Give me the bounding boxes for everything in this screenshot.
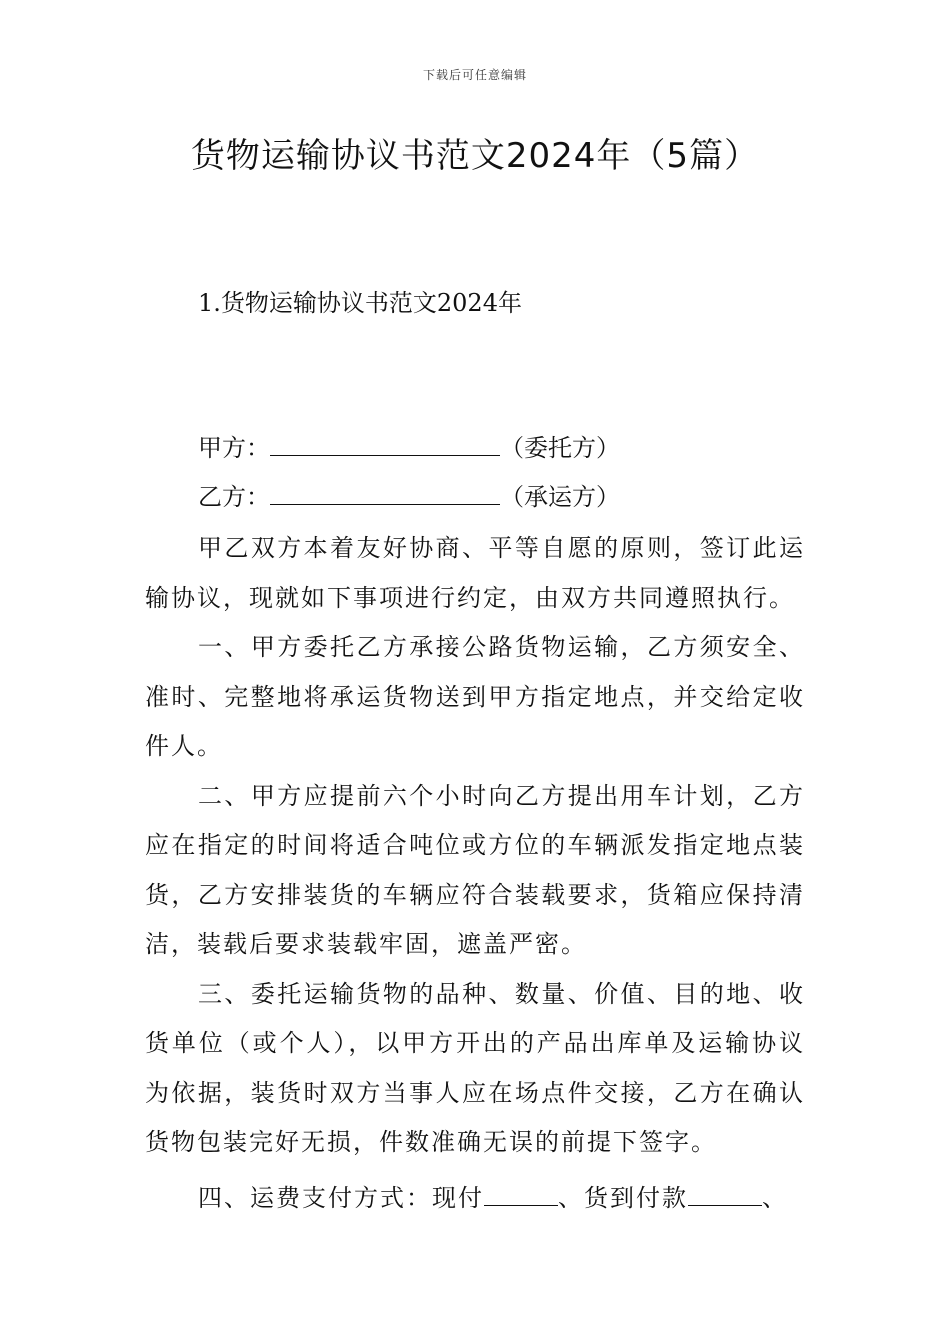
party-b-role: （承运方） (500, 483, 620, 511)
paragraph-clause-3: 三、委托运输货物的品种、数量、价值、目的地、收货单位（或个人），以甲方开出的产品出库单及运输协议为依据，装货时双方当事人应在场点件交接，乙方在确认货物包装完好无损，件数准确无误的前提下签字。 (145, 979, 805, 1156)
party-b-label: 乙方： (198, 483, 270, 511)
payment-suffix: 、 (762, 1183, 788, 1212)
header-note: 下载后可任意编辑 (422, 68, 527, 82)
paragraph-clause-4 (145, 1174, 805, 1224)
payment-middle: 、货到付款 (558, 1183, 688, 1212)
party-a-line (198, 432, 620, 464)
party-a-role: （委托方） (500, 434, 620, 462)
section-heading: 1.货物运输协议书范文2024年 (198, 289, 522, 317)
payment-cod-blank (688, 1183, 762, 1206)
paragraph-clause-1: 一、甲方委托乙方承接公路货物运输，乙方须安全、准时、完整地将承运货物送到甲方指定地点，并交给定收件人。 (145, 633, 805, 760)
paragraph-clause-2: 二、甲方应提前六个小时向乙方提出用车计划，乙方应在指定的时间将适合吨位或方位的车辆派发指定地点装货，乙方安排装货的车辆应符合装载要求，货箱应保持清洁，装载后要求装载牢固，遮盖严密。 (145, 781, 805, 958)
body-text (145, 524, 805, 1223)
document-title: 货物运输协议书范文2024年（5篇） (190, 136, 760, 176)
party-b-line (198, 481, 620, 513)
payment-cash-blank (484, 1183, 558, 1206)
party-b-blank (270, 482, 500, 505)
paragraph-intro: 甲乙双方本着友好协商、平等自愿的原则，签订此运输协议，现就如下事项进行约定，由双方共同遵照执行。 (145, 534, 805, 612)
party-a-blank (270, 433, 500, 456)
payment-prefix: 四、运费支付方式：现付 (198, 1183, 484, 1212)
party-a-label: 甲方： (198, 434, 270, 462)
